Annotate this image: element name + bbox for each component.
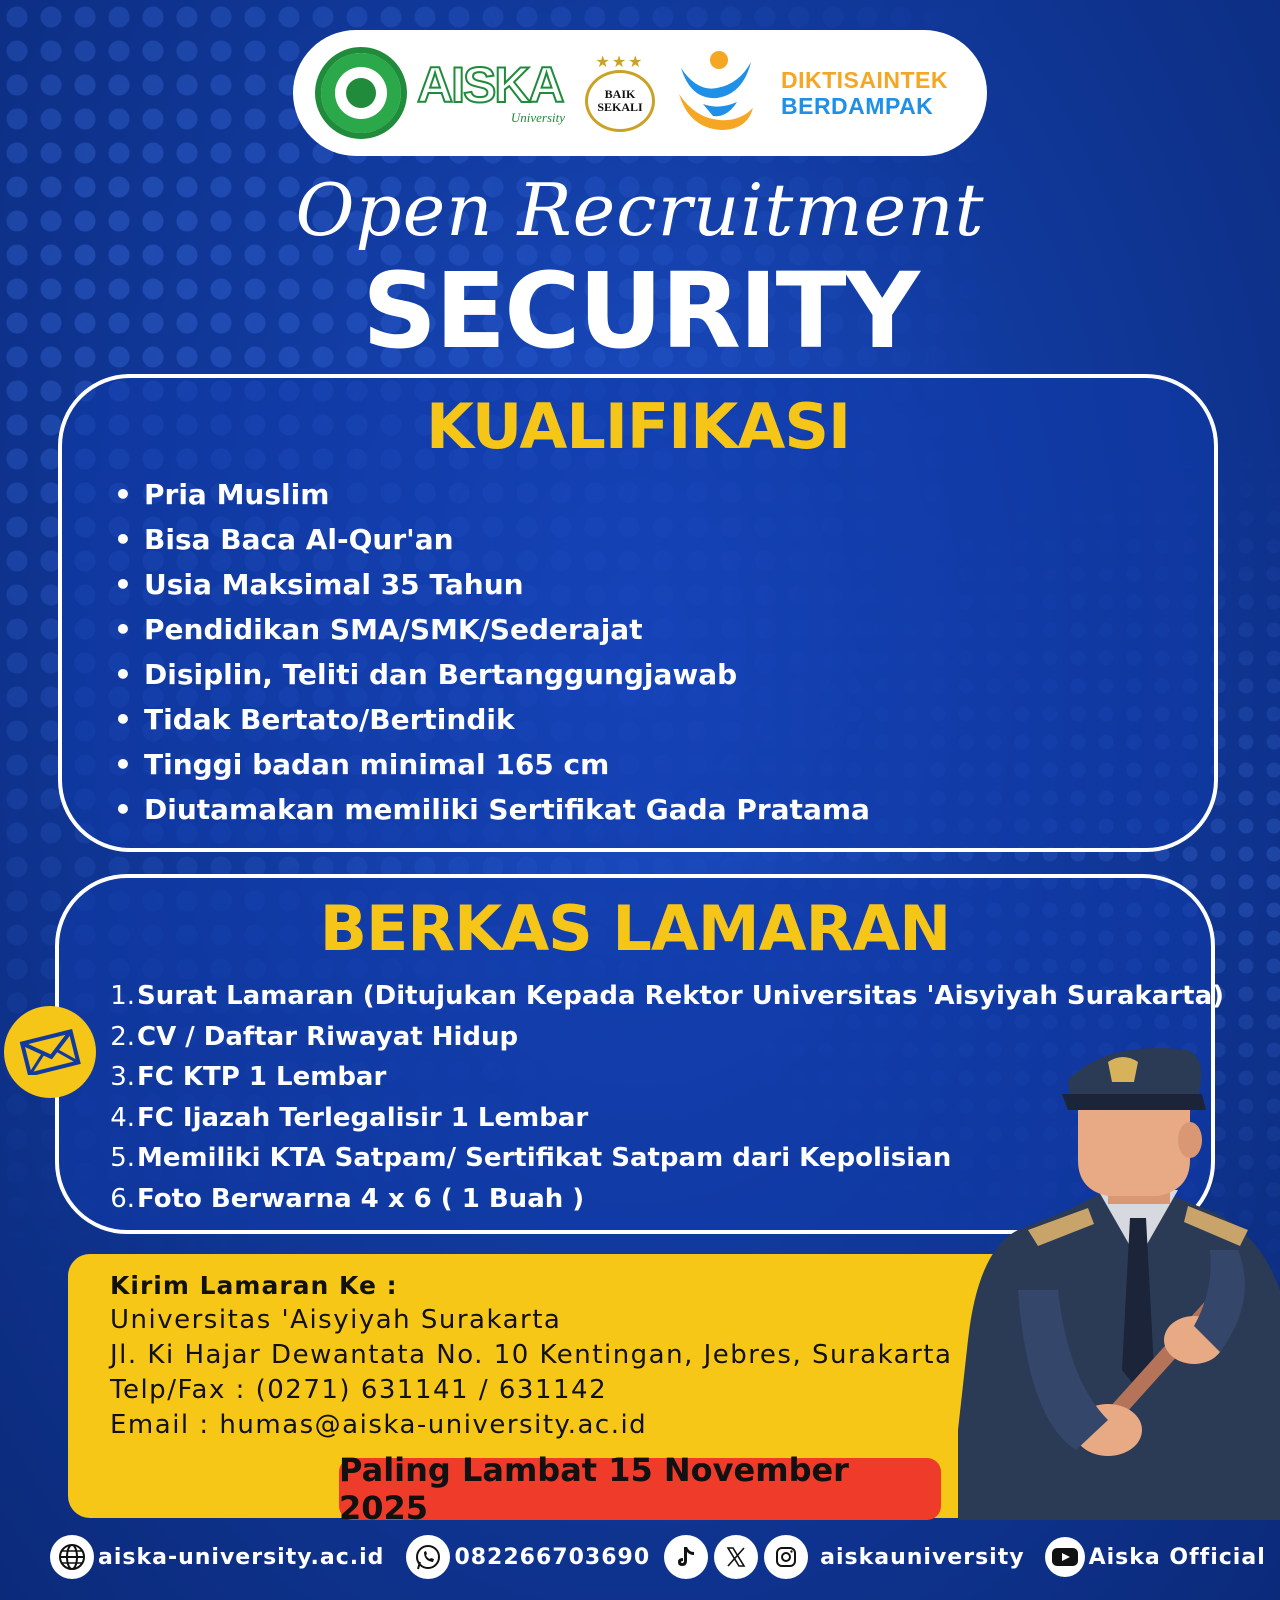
footer-website-text: aiska-university.ac.id (98, 1544, 385, 1570)
badge-line-1: BAIK (604, 87, 636, 102)
send-address: Jl. Ki Hajar Dewantata No. 10 Kentingan, Jebres, Surakarta (110, 1340, 953, 1370)
university-seal-logo (315, 47, 407, 139)
list-item-text: Surat Lamaran (Ditujukan Kepada Rektor Universitas 'Aisyiyah Surakarta) (137, 981, 1225, 1011)
badge-ring (585, 70, 655, 132)
security-guard-illustration (958, 1040, 1280, 1520)
footer-youtube-text: Aiska Official (1088, 1544, 1266, 1570)
footer-youtube[interactable] (1045, 1537, 1266, 1577)
tiktok-icon[interactable] (664, 1535, 708, 1579)
list-item: • Pria Muslim (114, 472, 1214, 517)
footer-social-handle[interactable] (820, 1545, 1024, 1570)
logo-bar (293, 30, 987, 156)
list-item-number: 6. (110, 1183, 135, 1214)
main-title: SECURITY (362, 250, 918, 372)
documents-heading: BERKAS LAMARAN (319, 892, 951, 965)
dikti-text (781, 67, 948, 120)
youtube-icon (1045, 1537, 1085, 1577)
aiska-logo-word: AISKA (417, 57, 563, 113)
list-item: • Usia Maksimal 35 Tahun (114, 562, 1214, 607)
send-phone: Telp/Fax : (0271) 631141 / 631142 (110, 1375, 608, 1405)
footer-website[interactable] (50, 1535, 384, 1579)
whatsapp-icon (406, 1535, 450, 1579)
qualifications-panel (58, 374, 1218, 852)
list-item: • Tidak Bertato/Bertindik (114, 697, 1214, 742)
qualifications-list (114, 472, 1214, 832)
globe-icon (50, 1535, 94, 1579)
footer-phone[interactable] (406, 1535, 650, 1579)
deadline-banner: Paling Lambat 15 November 2025 (339, 1458, 941, 1520)
list-item-text: CV / Daftar Riwayat Hidup (137, 1021, 519, 1052)
qualifications-heading: KUALIFIKASI (425, 390, 851, 463)
list-item: • Tinggi badan minimal 165 cm (114, 742, 1214, 787)
list-item-number: 2. (110, 1021, 135, 1052)
badge-stars-icon: ★★★ (595, 52, 645, 71)
list-item: • Disiplin, Teliti dan Bertanggungjawab (114, 652, 1214, 697)
list-item-text: FC Ijazah Terlegalisir 1 Lembar (137, 1102, 589, 1133)
list-item-number: 5. (110, 1143, 135, 1173)
badge-line-2: SEKALI (597, 100, 643, 114)
aiska-logo (417, 57, 567, 126)
list-item (109, 976, 1225, 1017)
send-label: Kirim Lamaran Ke : (110, 1271, 398, 1300)
list-item: • Diutamakan memiliki Sertifikat Gada Pratama (114, 787, 1214, 832)
list-item: • Pendidikan SMA/SMK/Sederajat (114, 607, 1214, 652)
footer (0, 1532, 1280, 1582)
list-item-text: FC KTP 1 Lembar (137, 1062, 387, 1092)
footer-phone-text: 082266703690 (454, 1544, 651, 1570)
list-item-number: 1. (110, 981, 135, 1011)
dikti-line-2: BERDAMPAK (781, 93, 934, 119)
dikti-figure-icon (673, 48, 757, 138)
script-title: Open Recruitment (295, 168, 985, 252)
list-item: • Bisa Baca Al-Qur'an (114, 517, 1214, 562)
accreditation-badge-logo (577, 45, 663, 141)
list-item-text: Memiliki KTA Satpam/ Sertifikat Satpam dari Kepolisian (137, 1143, 952, 1173)
envelope-icon (4, 1006, 96, 1098)
list-item-number: 4. (110, 1102, 135, 1133)
dikti-line-1: DIKTISAINTEK (781, 66, 948, 93)
instagram-icon[interactable] (764, 1535, 808, 1579)
aiska-logo-sub: University (510, 110, 565, 125)
send-email: Email : humas@aiska-university.ac.id (110, 1410, 648, 1440)
x-icon[interactable] (714, 1535, 758, 1579)
footer-social-handle-text: aiskauniversity (820, 1544, 1025, 1570)
list-item-number: 3. (110, 1062, 135, 1092)
social-icons (664, 1535, 812, 1579)
send-university: Universitas 'Aisyiyah Surakarta (110, 1305, 562, 1335)
list-item-text: Foto Berwarna 4 x 6 ( 1 Buah ) (137, 1183, 585, 1214)
